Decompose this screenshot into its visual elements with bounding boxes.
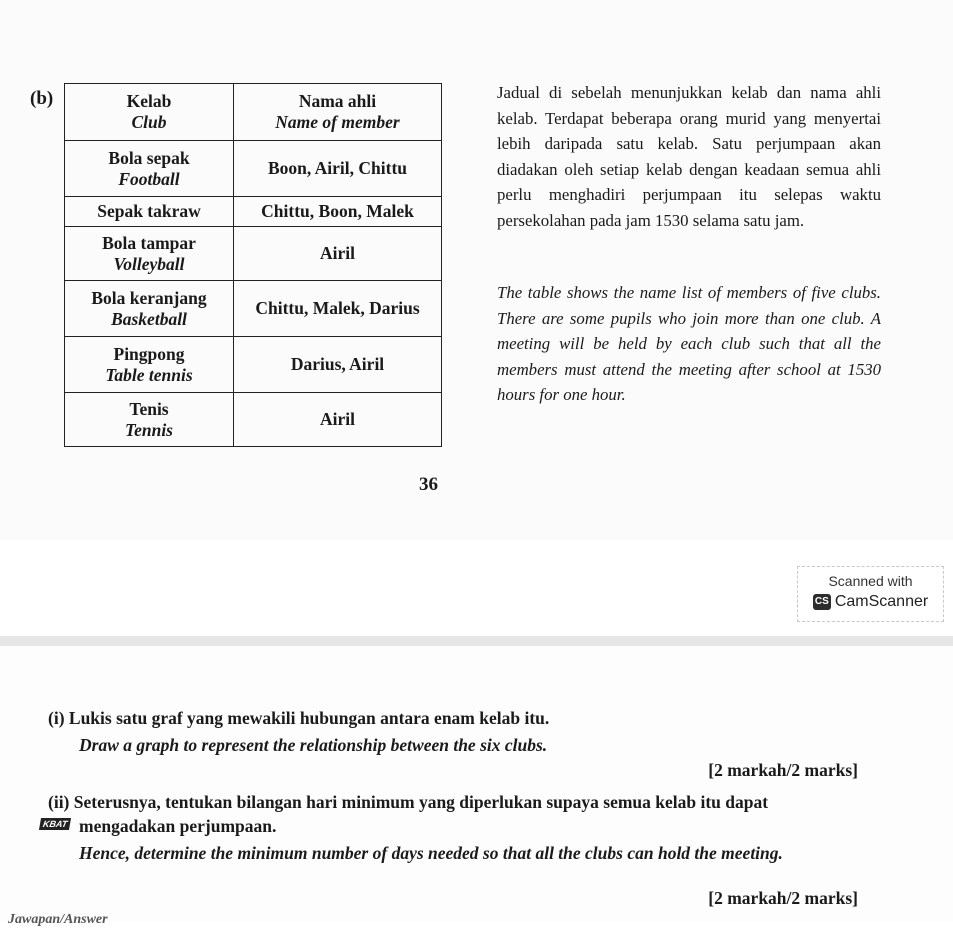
question-ii-malay: (ii) Seterusnya, tentukan bilangan hari minimum yang diperlukan supaya semua kelab itu dapat (48, 792, 769, 812)
camscanner-logo-icon: CS (813, 594, 831, 610)
members-cell: Chittu, Boon, Malek (234, 197, 442, 227)
members-cell: Airil (234, 227, 442, 281)
kbat-badge: KBAT (39, 818, 71, 830)
description-malay: Jadual di sebelah menunjukkan kelab dan nama ahli kelab. Terdapat beberapa orang murid yang menyertai lebih daripada satu kelab. Satu perjumpaan akan diadakan oleh setiap kelab dengan keadaan semua ahli perlu menghadiri perjumpaan itu selepas waktu persekolahan pada jam 1530 selama satu jam. (497, 83, 881, 230)
table-header-row (65, 84, 442, 141)
description-english: The table shows the name list of members of five clubs. There are some pupils who join more than one club. A meeting will be held by each club such that all the members must attend the meeting after school at 1530 hours for one hour. (497, 283, 881, 404)
members-cell: Chittu, Malek, Darius (234, 281, 442, 337)
club-name-ms: Sepak takraw (97, 201, 201, 221)
members-cell: Darius, Airil (234, 337, 442, 393)
club-header (65, 84, 234, 141)
club-cell (65, 281, 234, 337)
table-row (65, 197, 442, 227)
table-row (65, 393, 442, 447)
table-row (65, 227, 442, 281)
club-cell (65, 393, 234, 447)
club-name-ms: Bola tampar (102, 232, 196, 253)
club-cell (65, 337, 234, 393)
page-number: 36 (419, 474, 438, 495)
question-i-marks: [2 markah/2 marks] (708, 760, 858, 780)
club-name-en: Table tennis (105, 364, 193, 385)
club-name-ms: Bola keranjang (91, 287, 207, 308)
club-cell (65, 227, 234, 281)
watermark-brand: CamScanner (834, 593, 929, 610)
table-row (65, 281, 442, 337)
members-cell: Boon, Airil, Chittu (234, 141, 442, 197)
camscanner-watermark (797, 566, 944, 622)
club-header-en: Club (131, 112, 167, 132)
member-header-ms: Nama ahli (298, 91, 377, 111)
club-name-en: Tennis (125, 419, 173, 440)
club-name-en: Football (118, 168, 180, 189)
watermark-line1: Scanned with (828, 573, 913, 589)
question-ii-malay-cont: mengadakan perjumpaan. (79, 816, 277, 836)
question-i-malay: (i) Lukis satu graf yang mewakili hubungan antara enam kelab itu. (48, 708, 550, 728)
club-cell (65, 141, 234, 197)
club-name-en: Volleyball (113, 253, 185, 274)
part-label: (b) (30, 88, 54, 109)
question-ii-marks: [2 markah/2 marks] (708, 888, 858, 908)
bottom-page (0, 646, 953, 922)
watermark-line2 (798, 593, 943, 611)
club-name-ms: Tenis (129, 398, 169, 419)
member-header-en: Name of member (275, 112, 400, 132)
club-cell (65, 197, 234, 227)
members-cell: Airil (234, 393, 442, 447)
table-row (65, 337, 442, 393)
member-header (234, 84, 442, 141)
page-divider (0, 636, 953, 646)
club-header-ms: Kelab (126, 91, 172, 111)
club-name-en: Basketball (111, 308, 187, 329)
question-i-english: Draw a graph to represent the relationship between the six clubs. (79, 735, 548, 755)
club-name-ms: Bola sepak (108, 147, 190, 168)
club-name-ms: Pingpong (113, 343, 185, 364)
club-table (64, 83, 442, 447)
table-row (65, 141, 442, 197)
question-ii-english: Hence, determine the minimum number of days needed so that all the clubs can hold the meeting. (79, 843, 783, 863)
answer-label-cut: Jawapan/Answer (8, 912, 108, 927)
